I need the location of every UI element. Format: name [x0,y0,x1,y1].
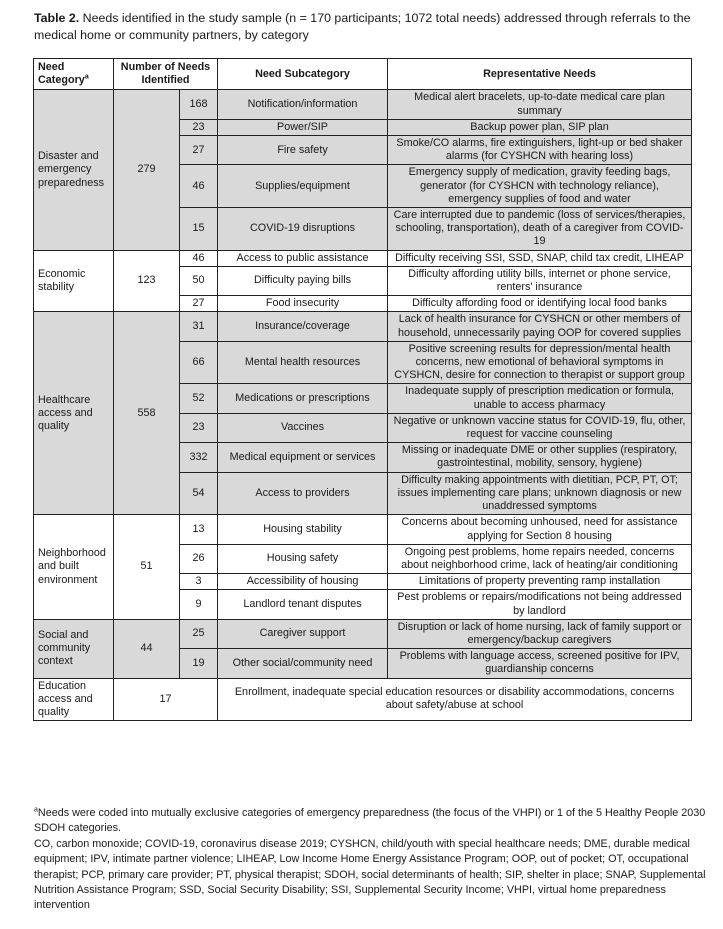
subcategory-name-cell: Insurance/coverage [218,312,388,341]
header-need-category: Need Category$^a$ [34,59,114,90]
need-category-cell: Neighborhood and built environment [34,515,114,619]
category-total-cell: 51 [114,515,180,619]
category-total-cell: 558 [114,312,180,515]
subcategory-count-cell: 27 [180,136,218,165]
table-row [34,678,692,721]
header-number-of-needs: Number of Needs Identified [114,59,218,90]
subcategory-name-cell: Power/SIP [218,119,388,135]
header-representative-needs: Representative Needs [388,59,692,90]
representative-needs-cell: Backup power plan, SIP plan [388,119,692,135]
representative-needs-cell: Enrollment, inadequate special education resources or disability accommodations, concerns about safety/abuse at school [218,678,692,721]
subcategory-count-cell: 46 [180,250,218,266]
subcategory-name-cell: Medications or prescriptions [218,384,388,413]
representative-needs-cell: Problems with language access, screened positive for IPV, guardianship concerns [388,649,692,678]
representative-needs-cell: Difficulty receiving SSI, SSD, SNAP, child tax credit, LIHEAP [388,250,692,266]
need-category-cell: Economic stability [34,250,114,312]
category-total-cell: 123 [114,250,180,312]
representative-needs-cell: Care interrupted due to pandemic (loss of services/therapies, schooling, transportation), death of a caregiver from COVID-19 [388,208,692,251]
subcategory-count-cell: 27 [180,296,218,312]
representative-needs-cell: Medical alert bracelets, up-to-date medical care plan summary [388,90,692,119]
category-total-cell: 44 [114,619,180,678]
subcategory-count-cell: 66 [180,341,218,384]
table-label: Table 2. [34,11,80,25]
representative-needs-cell: Difficulty affording food or identifying local food banks [388,296,692,312]
subcategory-name-cell: Accessibility of housing [218,574,388,590]
need-category-cell: Healthcare access and quality [34,312,114,515]
table-row [34,90,692,119]
subcategory-name-cell: COVID-19 disruptions [218,208,388,251]
subcategory-count-cell: 332 [180,443,218,472]
subcategory-count-cell: 26 [180,544,218,573]
table-title: Needs identified in the study sample (n = 170 participants; 1072 total needs) addressed through referrals to the medical home or community partners, by category [34,11,691,42]
representative-needs-cell: Missing or inadequate DME or other supplies (respiratory, gastrointestinal, mobility, sensory, hygiene) [388,443,692,472]
table-body [34,90,692,721]
subcategory-count-cell: 54 [180,472,218,515]
table-notes [34,806,706,914]
representative-needs-cell: Pest problems or repairs/modifications not being addressed by landlord [388,590,692,619]
representative-needs-cell: Positive screening results for depression/mental health concerns, new emotional of behavioral symptoms in CYSHCN, desire for connection to therapist or support group [388,341,692,384]
subcategory-name-cell: Fire safety [218,136,388,165]
representative-needs-cell: Inadequate supply of prescription medication or formula, unable to access pharmacy [388,384,692,413]
table-row [34,619,692,648]
subcategory-name-cell: Housing stability [218,515,388,544]
subcategory-name-cell: Landlord tenant disputes [218,590,388,619]
table-row [34,312,692,341]
subcategory-name-cell: Other social/community need [218,649,388,678]
subcategory-count-cell: 3 [180,574,218,590]
need-category-cell: Social and community context [34,619,114,678]
representative-needs-cell: Limitations of property preventing ramp installation [388,574,692,590]
subcategory-name-cell: Caregiver support [218,619,388,648]
subcategory-name-cell: Vaccines [218,413,388,442]
subcategory-name-cell: Notification/information [218,90,388,119]
subcategory-count-cell: 25 [180,619,218,648]
category-total-cell: 17 [114,678,218,721]
table-row [34,250,692,266]
subcategory-count-cell: 168 [180,90,218,119]
table-caption [34,10,704,44]
category-total-cell: 279 [114,90,180,250]
header-need-subcategory: Need Subcategory [218,59,388,90]
subcategory-count-cell: 31 [180,312,218,341]
subcategory-count-cell: 19 [180,649,218,678]
footnote: $^a$Needs were coded into mutually exclusive categories of emergency preparedness (the focus of the VHPI) or 1 of the 5 Healthy People 2030 SDOH categories. [34,806,706,835]
subcategory-count-cell: 23 [180,119,218,135]
representative-needs-cell: Smoke/CO alarms, fire extinguishers, light-up or bed shaker alarms (for CYSHCN with hearing loss) [388,136,692,165]
subcategory-name-cell: Supplies/equipment [218,165,388,208]
table-row [34,515,692,544]
subcategory-name-cell: Medical equipment or services [218,443,388,472]
representative-needs-cell: Ongoing pest problems, home repairs needed, concerns about neighborhood crime, lack of heating/air conditioning [388,544,692,573]
subcategory-name-cell: Difficulty paying bills [218,266,388,295]
needs-table [33,58,692,721]
subcategory-name-cell: Access to providers [218,472,388,515]
representative-needs-cell: Disruption or lack of home nursing, lack of family support or emergency/backup caregivers [388,619,692,648]
subcategory-name-cell: Housing safety [218,544,388,573]
representative-needs-cell: Difficulty affording utility bills, internet or phone service, renters' insurance [388,266,692,295]
representative-needs-cell: Difficulty making appointments with dietitian, PCP, PT, OT; issues implementing care plans; unknown diagnosis or new unaddressed symptoms [388,472,692,515]
abbreviations: CO, carbon monoxide; COVID-19, coronavirus disease 2019; CYSHCN, child/youth with special healthcare needs; DME, durable medical equipment; IPV, intimate partner violence; LIHEAP, Low Income Home Energy Assistance Program; OOP, out of pocket; OT, occupational therapist; PCP, primary care provider; PT, physical therapist; SDOH, social determinants of health; SIP, shelter in place; SNAP, Supplemental Nutrition Assistance Program; SSD, Social Security Disability; SSI, Supplemental Security Income; VHPI, virtual home preparedness intervention [34,837,706,912]
representative-needs-cell: Negative or unknown vaccine status for COVID-19, flu, other, request for vaccine counseling [388,413,692,442]
subcategory-count-cell: 46 [180,165,218,208]
subcategory-name-cell: Access to public assistance [218,250,388,266]
subcategory-name-cell: Mental health resources [218,341,388,384]
subcategory-count-cell: 23 [180,413,218,442]
need-category-cell: Education access and quality [34,678,114,721]
representative-needs-cell: Lack of health insurance for CYSHCN or other members of household, unnecessarily paying OOP for covered supplies [388,312,692,341]
subcategory-name-cell: Food insecurity [218,296,388,312]
subcategory-count-cell: 52 [180,384,218,413]
subcategory-count-cell: 50 [180,266,218,295]
subcategory-count-cell: 9 [180,590,218,619]
subcategory-count-cell: 15 [180,208,218,251]
subcategory-count-cell: 13 [180,515,218,544]
representative-needs-cell: Concerns about becoming unhoused, need for assistance applying for Section 8 housing [388,515,692,544]
need-category-cell: Disaster and emergency preparedness [34,90,114,250]
table-header-row [34,59,692,90]
representative-needs-cell: Emergency supply of medication, gravity feeding bags, generator (for CYSHCN with technology reliance), emergency supplies of food and water [388,165,692,208]
